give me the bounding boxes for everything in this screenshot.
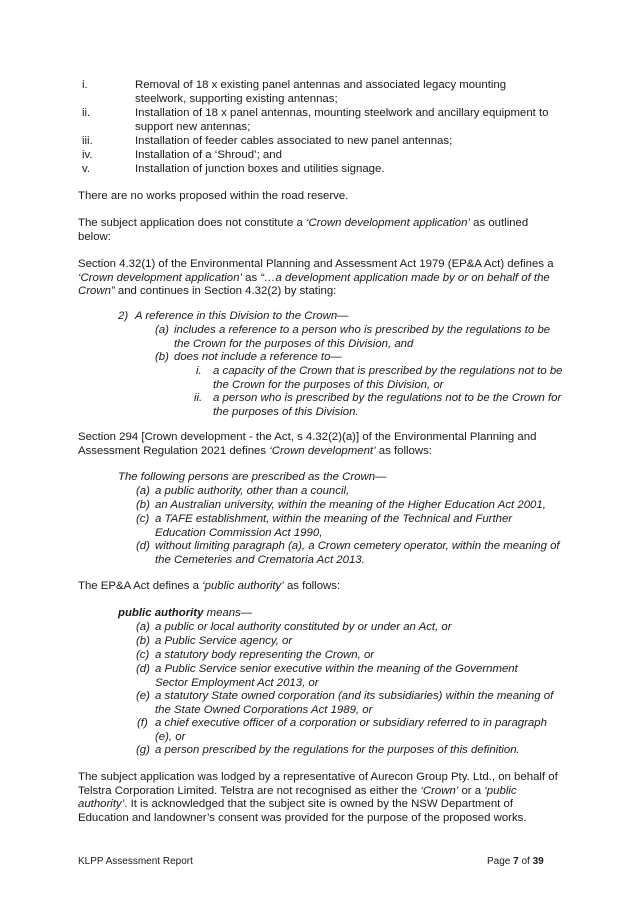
quote3-c: a statutory body representing the Crown, or xyxy=(155,649,375,661)
quote1-b: does not include a reference to— xyxy=(174,351,342,363)
quote1-i: a capacity of the Crown that is prescribed by the regulations not to be the Crown for the purposes of this Division, or xyxy=(213,365,563,391)
works-item-5: Installation of junction boxes and utilities signage. xyxy=(135,163,385,175)
quote1-b-label: (b) xyxy=(155,351,169,363)
quote3-g: a person prescribed by the regulations for the purposes of this definition. xyxy=(155,744,520,756)
works-num-1: i. xyxy=(82,79,88,91)
quote2-b: an Australian university, within the meaning of the Higher Education Act 2001, xyxy=(155,499,546,511)
quote1-a-label: (a) xyxy=(155,324,169,336)
quote1-intro: A reference in this Division to the Crown— xyxy=(135,310,349,322)
quote3-e-label: (e) xyxy=(136,690,150,702)
footer-page-number: Page 7 of 39 xyxy=(487,856,544,867)
quote3-a-label: (a) xyxy=(136,621,150,633)
works-item-4: Installation of a ‘Shroud’; and xyxy=(135,149,282,161)
works-item-3: Installation of feeder cables associated to new panel antennas; xyxy=(135,135,453,147)
quote2-c: a TAFE establishment, within the meaning of the Technical and Further Education Commission Act 1990, xyxy=(155,513,513,539)
public-authority-paragraph: The EP&A Act defines a ‘public authority’ as follows: xyxy=(78,580,341,592)
quote3-e: a statutory State owned corporation (and its subsidiaries) within the meaning of the State Owned Corporations Act 1989, or xyxy=(155,690,554,716)
works-item-1: Removal of 18 x existing panel antennas and associated legacy mounting steelwork, supporting existing antennas; xyxy=(135,79,507,105)
quote3-b-label: (b) xyxy=(136,635,150,647)
quote2-b-label: (b) xyxy=(136,499,150,511)
works-num-5: v. xyxy=(82,163,91,175)
quote1-i-label: i. xyxy=(196,365,202,377)
quote2-intro: The following persons are prescribed as the Crown— xyxy=(118,471,387,483)
section-294-paragraph: Section 294 [Crown development - the Act, s 4.32(2)(a)] of the Environmental Planning and Assessment Regulation 2021 defines ‘Crown development’ as follows: xyxy=(78,431,537,457)
section-432-paragraph: Section 4.32(1) of the Environmental Planning and Assessment Act 1979 (EP&A Act) defines a ‘Crown development application’ as “…a development application made by or on behalf of the Crown” and continues in Section 4.32(2) by stating: xyxy=(78,258,554,298)
defined-term: public authority xyxy=(118,607,204,619)
not-crown-paragraph: The subject application does not constitute a ‘Crown development application’ as outlined below: xyxy=(78,217,529,243)
quote2-d-label: (d) xyxy=(136,540,150,552)
quote2-a-label: (a) xyxy=(136,485,150,497)
quote1-ii: a person who is prescribed by the regulations not to be the Crown for the purposes of this Division. xyxy=(213,392,562,418)
quote3-b: a Public Service agency, or xyxy=(155,635,293,647)
quote3-intro: public authority means— xyxy=(118,607,253,619)
quote1-ii-label: ii. xyxy=(194,392,203,404)
road-reserve-paragraph: There are no works proposed within the road reserve. xyxy=(78,190,349,202)
quote3-d: a Public Service senior executive within the meaning of the Government Sector Employment Act 2013, or xyxy=(155,663,518,689)
quote3-f: a chief executive officer of a corporation or subsidiary referred to in paragraph (e), or xyxy=(155,717,547,743)
quote3-g-label: (g) xyxy=(136,744,150,756)
quote2-d: without limiting paragraph (a), a Crown cemetery operator, within the meaning of the Cemeteries and Crematoria Act 2013. xyxy=(155,540,560,566)
footer-report-title: KLPP Assessment Report xyxy=(78,856,193,867)
quote3-a: a public or local authority constituted by or under an Act, or xyxy=(155,621,452,633)
quote2-a: a public authority, other than a council, xyxy=(155,485,350,497)
works-num-2: ii. xyxy=(82,107,91,119)
quote1-a: includes a reference to a person who is prescribed by the regulations to be the Crown for the purposes of this Division, and xyxy=(174,324,551,350)
quote3-c-label: (c) xyxy=(136,649,150,661)
works-num-3: iii. xyxy=(82,135,93,147)
works-num-4: iv. xyxy=(82,149,93,161)
quote3-f-label: (f) xyxy=(137,717,148,729)
final-paragraph: The subject application was lodged by a representative of Aurecon Group Pty. Ltd., on behalf of Telstra Corporation Limited. Telstra are not recognised as either the ‘Crown’ or a ‘public authority’. It is acknowledged that the subject site is owned by the NSW Department of Education and landowner’s consent was provided for the purpose of the proposed works. xyxy=(78,771,558,824)
quote2-c-label: (c) xyxy=(136,513,150,525)
works-item-2: Installation of 18 x panel antennas, mounting steelwork and ancillary equipment to support new antennas; xyxy=(135,107,549,133)
quote1-intro-num: 2) xyxy=(118,310,129,322)
quote3-d-label: (d) xyxy=(136,663,150,675)
